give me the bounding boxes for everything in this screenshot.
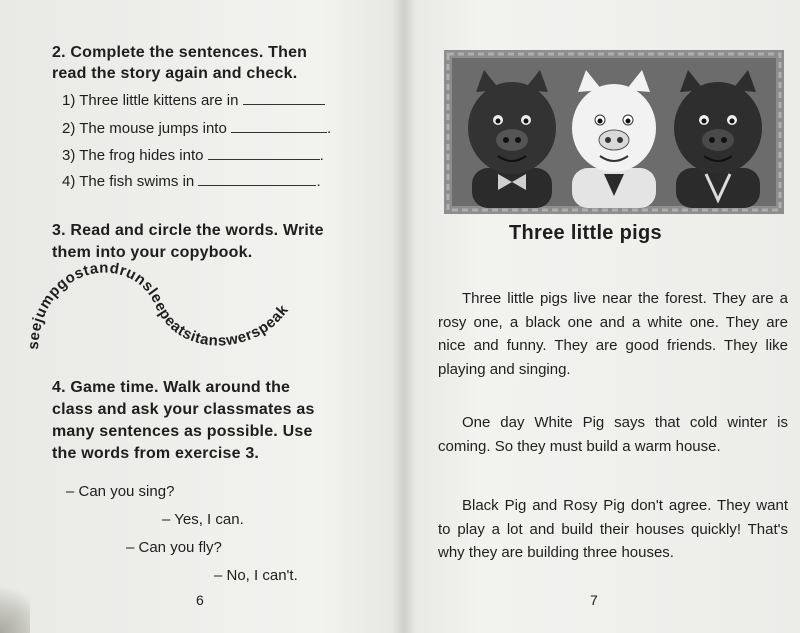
white-pig-middle — [572, 70, 656, 208]
exercise-4-title-line2: class and ask your classmates as — [52, 401, 315, 418]
exercise-3-title-line2: them into your copybook. — [52, 244, 253, 261]
black-pig-right — [674, 70, 762, 208]
exercise-2-item-1-text: 1) Three little kittens are in — [62, 92, 239, 109]
dialogue-line-4: – No, I can't. — [214, 567, 298, 584]
word-snake-letters: seejumpgostandrunsleepeatsitanswerspeak — [24, 259, 292, 351]
exercise-4-title-line3: many sentences as possible. Use — [52, 423, 313, 440]
story-paragraph-1: Three little pigs live near the forest. They are a rosy one, a black one and a white one. They are nice and funny. They are good friends. They like playing and singing. — [438, 290, 788, 378]
dialogue-line-1: – Can you sing? — [66, 483, 175, 500]
story-title: Three little pigs — [509, 222, 662, 244]
black-pig-left — [468, 70, 556, 208]
page-number-right: 7 — [590, 592, 598, 608]
exercise-4-title-line4: the words from exercise 3. — [52, 445, 260, 462]
answer-blank — [231, 118, 327, 133]
exercise-4-title-line1: 4. Game time. Walk around the — [52, 379, 291, 396]
story-paragraph-2: One day White Pig says that cold winter is coming. So they must build a warm house. — [438, 414, 788, 455]
exercise-2-item-3 — [62, 145, 324, 166]
exercise-2-title-line2: read the story again and check. — [52, 65, 298, 82]
exercise-2-item-4-text: 4) The fish swims in — [62, 173, 195, 190]
answer-blank — [208, 145, 320, 160]
exercise-3-title-line1: 3. Read and circle the words. Write — [52, 222, 324, 239]
story-paragraph-3: Black Pig and Rosy Pig don't agree. They want to play a lot and build their houses quickly! That's why they are building three houses. — [438, 497, 788, 562]
page-number-left: 6 — [196, 592, 204, 608]
three-pigs-illustration — [444, 50, 784, 214]
end-mark: . — [316, 173, 321, 190]
exercise-2-item-1 — [62, 90, 325, 111]
exercise-2-item-2-text: 2) The mouse jumps into — [62, 120, 227, 137]
right-page — [404, 0, 800, 633]
word-snake — [0, 255, 402, 375]
dialogue-line-3: – Can you fly? — [126, 539, 222, 556]
exercise-2-item-3-text: 3) The frog hides into — [62, 147, 204, 164]
exercise-2-item-4 — [62, 171, 321, 192]
exercise-2-title-line1: 2. Complete the sentences. Then — [52, 44, 308, 61]
svg-text:seejumpgostandrunsleepeatsitan — [25, 260, 292, 351]
answer-blank — [198, 171, 316, 186]
end-mark: . — [319, 147, 324, 164]
end-mark: . — [326, 120, 332, 137]
book-edge — [0, 573, 30, 633]
answer-blank — [243, 90, 325, 105]
exercise-2-item-2 — [62, 118, 331, 139]
dialogue-line-2: – Yes, I can. — [162, 511, 244, 528]
